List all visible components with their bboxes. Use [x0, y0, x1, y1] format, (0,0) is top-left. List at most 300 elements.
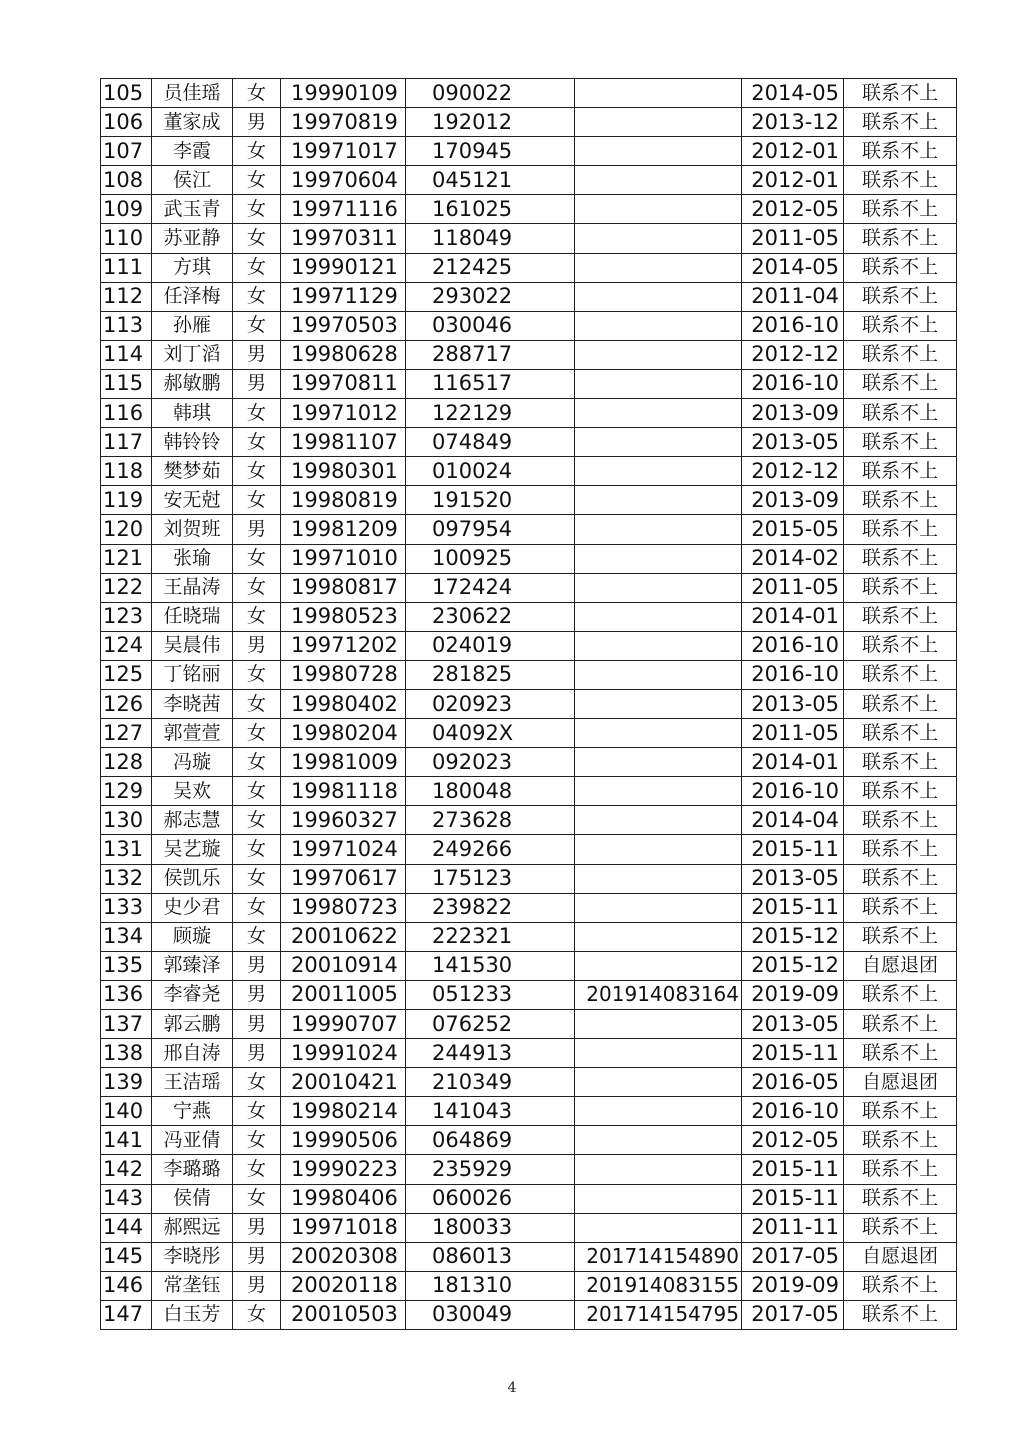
- id-suffix-cell: 064869: [406, 1126, 575, 1155]
- member-number-cell: [575, 689, 742, 718]
- member-number-cell: [575, 1126, 742, 1155]
- table-row: [101, 631, 957, 660]
- join-date-cell: 2014-01: [742, 602, 844, 631]
- member-sex-cell: 女: [233, 253, 281, 282]
- table-row: [101, 428, 957, 457]
- table-row: [101, 1271, 957, 1300]
- birth-date-cell: 20010503: [281, 1300, 406, 1329]
- row-number-cell: 111: [101, 253, 152, 282]
- birth-date-cell: 19990506: [281, 1126, 406, 1155]
- id-suffix-cell: 181310: [406, 1271, 575, 1300]
- id-suffix-cell: 172424: [406, 573, 575, 602]
- row-number-cell: 143: [101, 1184, 152, 1213]
- row-number-cell: 115: [101, 369, 152, 398]
- member-number-cell: [575, 602, 742, 631]
- member-number-cell: [575, 951, 742, 980]
- member-sex-cell: 女: [233, 79, 281, 108]
- join-date-cell: 2013-09: [742, 486, 844, 515]
- member-number-cell: [575, 806, 742, 835]
- member-sex-cell: 男: [233, 108, 281, 137]
- member-status-cell: 联系不上: [844, 457, 957, 486]
- member-status-cell: 联系不上: [844, 428, 957, 457]
- table-row: [101, 457, 957, 486]
- member-status-cell: 联系不上: [844, 602, 957, 631]
- member-status-cell: 联系不上: [844, 777, 957, 806]
- table-row: [101, 719, 957, 748]
- birth-date-cell: 19971010: [281, 544, 406, 573]
- id-suffix-cell: 192012: [406, 108, 575, 137]
- roster-table-body: [101, 79, 957, 1330]
- table-row: [101, 1068, 957, 1097]
- member-number-cell: [575, 166, 742, 195]
- join-date-cell: 2014-05: [742, 79, 844, 108]
- member-status-cell: 联系不上: [844, 282, 957, 311]
- member-status-cell: 联系不上: [844, 980, 957, 1009]
- birth-date-cell: 19980214: [281, 1097, 406, 1126]
- table-row: [101, 835, 957, 864]
- member-sex-cell: 男: [233, 1271, 281, 1300]
- row-number-cell: 119: [101, 486, 152, 515]
- member-name-cell: 吴艺璇: [152, 835, 233, 864]
- birth-date-cell: 20010914: [281, 951, 406, 980]
- row-number-cell: 130: [101, 806, 152, 835]
- birth-date-cell: 20020118: [281, 1271, 406, 1300]
- join-date-cell: 2016-10: [742, 369, 844, 398]
- member-name-cell: 员佳瑶: [152, 79, 233, 108]
- member-sex-cell: 男: [233, 340, 281, 369]
- member-status-cell: 联系不上: [844, 1155, 957, 1184]
- member-sex-cell: 女: [233, 1097, 281, 1126]
- member-status-cell: 联系不上: [844, 399, 957, 428]
- join-date-cell: 2015-12: [742, 922, 844, 951]
- join-date-cell: 2011-05: [742, 224, 844, 253]
- member-number-cell: [575, 311, 742, 340]
- birth-date-cell: 19980204: [281, 719, 406, 748]
- member-sex-cell: 女: [233, 777, 281, 806]
- id-suffix-cell: 010024: [406, 457, 575, 486]
- row-number-cell: 132: [101, 864, 152, 893]
- join-date-cell: 2012-12: [742, 340, 844, 369]
- id-suffix-cell: 141043: [406, 1097, 575, 1126]
- member-status-cell: 联系不上: [844, 544, 957, 573]
- member-number-cell: [575, 1068, 742, 1097]
- member-status-cell: 联系不上: [844, 137, 957, 166]
- join-date-cell: 2012-01: [742, 137, 844, 166]
- join-date-cell: 2014-05: [742, 253, 844, 282]
- member-name-cell: 郝熙远: [152, 1213, 233, 1242]
- member-name-cell: 郝敏鹏: [152, 369, 233, 398]
- member-status-cell: 联系不上: [844, 1213, 957, 1242]
- id-suffix-cell: 293022: [406, 282, 575, 311]
- row-number-cell: 106: [101, 108, 152, 137]
- row-number-cell: 140: [101, 1097, 152, 1126]
- member-name-cell: 邢自涛: [152, 1039, 233, 1068]
- birth-date-cell: 19971116: [281, 195, 406, 224]
- table-row: [101, 573, 957, 602]
- member-name-cell: 李霞: [152, 137, 233, 166]
- member-name-cell: 刘丁滔: [152, 340, 233, 369]
- member-sex-cell: 男: [233, 631, 281, 660]
- row-number-cell: 105: [101, 79, 152, 108]
- id-suffix-cell: 051233: [406, 980, 575, 1009]
- table-row: [101, 544, 957, 573]
- birth-date-cell: 19971017: [281, 137, 406, 166]
- row-number-cell: 142: [101, 1155, 152, 1184]
- member-sex-cell: 女: [233, 311, 281, 340]
- birth-date-cell: 19980402: [281, 689, 406, 718]
- join-date-cell: 2013-05: [742, 1010, 844, 1039]
- member-name-cell: 侯凯乐: [152, 864, 233, 893]
- join-date-cell: 2011-05: [742, 719, 844, 748]
- id-suffix-cell: 090022: [406, 79, 575, 108]
- join-date-cell: 2013-12: [742, 108, 844, 137]
- row-number-cell: 120: [101, 515, 152, 544]
- member-sex-cell: 女: [233, 660, 281, 689]
- join-date-cell: 2016-10: [742, 631, 844, 660]
- table-row: [101, 980, 957, 1009]
- member-name-cell: 苏亚静: [152, 224, 233, 253]
- member-status-cell: 联系不上: [844, 195, 957, 224]
- join-date-cell: 2011-04: [742, 282, 844, 311]
- birth-date-cell: 19971024: [281, 835, 406, 864]
- member-name-cell: 李睿尧: [152, 980, 233, 1009]
- join-date-cell: 2016-10: [742, 777, 844, 806]
- row-number-cell: 113: [101, 311, 152, 340]
- id-suffix-cell: 191520: [406, 486, 575, 515]
- table-row: [101, 340, 957, 369]
- member-status-cell: 联系不上: [844, 108, 957, 137]
- row-number-cell: 124: [101, 631, 152, 660]
- member-name-cell: 李晓彤: [152, 1242, 233, 1271]
- id-suffix-cell: 045121: [406, 166, 575, 195]
- member-sex-cell: 女: [233, 399, 281, 428]
- table-row: [101, 1126, 957, 1155]
- birth-date-cell: 19980819: [281, 486, 406, 515]
- member-sex-cell: 男: [233, 1010, 281, 1039]
- member-name-cell: 郭云鹏: [152, 1010, 233, 1039]
- birth-date-cell: 19970819: [281, 108, 406, 137]
- join-date-cell: 2017-05: [742, 1242, 844, 1271]
- member-number-cell: [575, 631, 742, 660]
- join-date-cell: 2016-10: [742, 1097, 844, 1126]
- row-number-cell: 137: [101, 1010, 152, 1039]
- row-number-cell: 141: [101, 1126, 152, 1155]
- member-status-cell: 联系不上: [844, 1097, 957, 1126]
- birth-date-cell: 19960327: [281, 806, 406, 835]
- member-status-cell: 联系不上: [844, 748, 957, 777]
- birth-date-cell: 19970811: [281, 369, 406, 398]
- join-date-cell: 2015-11: [742, 1184, 844, 1213]
- member-number-cell: [575, 719, 742, 748]
- row-number-cell: 126: [101, 689, 152, 718]
- id-suffix-cell: 024019: [406, 631, 575, 660]
- join-date-cell: 2012-12: [742, 457, 844, 486]
- member-number-cell: [575, 777, 742, 806]
- member-number-cell: [575, 457, 742, 486]
- row-number-cell: 109: [101, 195, 152, 224]
- join-date-cell: 2016-05: [742, 1068, 844, 1097]
- birth-date-cell: 19980723: [281, 893, 406, 922]
- id-suffix-cell: 074849: [406, 428, 575, 457]
- table-row: [101, 602, 957, 631]
- id-suffix-cell: 222321: [406, 922, 575, 951]
- member-name-cell: 张瑜: [152, 544, 233, 573]
- member-sex-cell: 女: [233, 457, 281, 486]
- row-number-cell: 146: [101, 1271, 152, 1300]
- member-number-cell: [575, 137, 742, 166]
- row-number-cell: 116: [101, 399, 152, 428]
- member-number-cell: [575, 835, 742, 864]
- member-number-cell: [575, 195, 742, 224]
- id-suffix-cell: 249266: [406, 835, 575, 864]
- table-row: [101, 399, 957, 428]
- table-row: [101, 515, 957, 544]
- member-name-cell: 孙雁: [152, 311, 233, 340]
- id-suffix-cell: 239822: [406, 893, 575, 922]
- id-suffix-cell: 175123: [406, 864, 575, 893]
- id-suffix-cell: 210349: [406, 1068, 575, 1097]
- member-number-cell: [575, 1155, 742, 1184]
- join-date-cell: 2017-05: [742, 1300, 844, 1329]
- birth-date-cell: 19980817: [281, 573, 406, 602]
- member-name-cell: 丁铭丽: [152, 660, 233, 689]
- table-row: [101, 951, 957, 980]
- join-date-cell: 2016-10: [742, 660, 844, 689]
- member-name-cell: 吴晨伟: [152, 631, 233, 660]
- member-number-cell: [575, 515, 742, 544]
- member-sex-cell: 女: [233, 602, 281, 631]
- member-status-cell: 联系不上: [844, 1126, 957, 1155]
- table-row: [101, 806, 957, 835]
- member-number-cell: [575, 1097, 742, 1126]
- member-status-cell: 联系不上: [844, 79, 957, 108]
- member-number-cell: 201714154890: [575, 1242, 742, 1271]
- member-sex-cell: 女: [233, 195, 281, 224]
- roster-table: [100, 78, 957, 1330]
- member-name-cell: 郭萱萱: [152, 719, 233, 748]
- id-suffix-cell: 04092X: [406, 719, 575, 748]
- member-name-cell: 方琪: [152, 253, 233, 282]
- table-row: [101, 79, 957, 108]
- join-date-cell: 2012-01: [742, 166, 844, 195]
- member-name-cell: 武玉青: [152, 195, 233, 224]
- member-number-cell: [575, 1039, 742, 1068]
- member-name-cell: 侯倩: [152, 1184, 233, 1213]
- id-suffix-cell: 180033: [406, 1213, 575, 1242]
- birth-date-cell: 19980728: [281, 660, 406, 689]
- member-status-cell: 联系不上: [844, 631, 957, 660]
- row-number-cell: 117: [101, 428, 152, 457]
- join-date-cell: 2014-04: [742, 806, 844, 835]
- row-number-cell: 123: [101, 602, 152, 631]
- join-date-cell: 2012-05: [742, 195, 844, 224]
- join-date-cell: 2015-11: [742, 893, 844, 922]
- table-row: [101, 1010, 957, 1039]
- member-sex-cell: 女: [233, 224, 281, 253]
- member-number-cell: [575, 486, 742, 515]
- member-name-cell: 韩琪: [152, 399, 233, 428]
- id-suffix-cell: 141530: [406, 951, 575, 980]
- row-number-cell: 133: [101, 893, 152, 922]
- member-number-cell: 201914083164: [575, 980, 742, 1009]
- member-number-cell: [575, 340, 742, 369]
- join-date-cell: 2013-05: [742, 428, 844, 457]
- id-suffix-cell: 235929: [406, 1155, 575, 1184]
- member-name-cell: 任泽梅: [152, 282, 233, 311]
- id-suffix-cell: 170945: [406, 137, 575, 166]
- member-status-cell: 联系不上: [844, 660, 957, 689]
- table-row: [101, 893, 957, 922]
- id-suffix-cell: 118049: [406, 224, 575, 253]
- member-name-cell: 冯亚倩: [152, 1126, 233, 1155]
- member-number-cell: [575, 893, 742, 922]
- birth-date-cell: 19970617: [281, 864, 406, 893]
- member-number-cell: [575, 253, 742, 282]
- row-number-cell: 129: [101, 777, 152, 806]
- member-sex-cell: 女: [233, 835, 281, 864]
- member-sex-cell: 女: [233, 864, 281, 893]
- member-status-cell: 自愿退团: [844, 1068, 957, 1097]
- member-number-cell: [575, 79, 742, 108]
- birth-date-cell: 19981009: [281, 748, 406, 777]
- table-row: [101, 166, 957, 195]
- id-suffix-cell: 244913: [406, 1039, 575, 1068]
- row-number-cell: 108: [101, 166, 152, 195]
- id-suffix-cell: 086013: [406, 1242, 575, 1271]
- row-number-cell: 125: [101, 660, 152, 689]
- join-date-cell: 2019-09: [742, 980, 844, 1009]
- member-name-cell: 冯璇: [152, 748, 233, 777]
- id-suffix-cell: 060026: [406, 1184, 575, 1213]
- table-row: [101, 748, 957, 777]
- member-number-cell: [575, 1010, 742, 1039]
- table-row: [101, 1213, 957, 1242]
- member-sex-cell: 女: [233, 282, 281, 311]
- member-status-cell: 联系不上: [844, 1010, 957, 1039]
- member-number-cell: [575, 399, 742, 428]
- join-date-cell: 2016-10: [742, 311, 844, 340]
- member-name-cell: 郝志慧: [152, 806, 233, 835]
- row-number-cell: 147: [101, 1300, 152, 1329]
- birth-date-cell: 19981118: [281, 777, 406, 806]
- join-date-cell: 2014-02: [742, 544, 844, 573]
- member-name-cell: 侯江: [152, 166, 233, 195]
- member-status-cell: 联系不上: [844, 1184, 957, 1213]
- member-status-cell: 自愿退团: [844, 1242, 957, 1271]
- id-suffix-cell: 030046: [406, 311, 575, 340]
- table-row: [101, 689, 957, 718]
- member-status-cell: 自愿退团: [844, 951, 957, 980]
- member-status-cell: 联系不上: [844, 340, 957, 369]
- row-number-cell: 131: [101, 835, 152, 864]
- join-date-cell: 2014-01: [742, 748, 844, 777]
- member-name-cell: 樊梦茹: [152, 457, 233, 486]
- row-number-cell: 122: [101, 573, 152, 602]
- row-number-cell: 144: [101, 1213, 152, 1242]
- member-name-cell: 郭臻泽: [152, 951, 233, 980]
- row-number-cell: 107: [101, 137, 152, 166]
- member-number-cell: [575, 864, 742, 893]
- id-suffix-cell: 161025: [406, 195, 575, 224]
- member-name-cell: 李璐璐: [152, 1155, 233, 1184]
- member-number-cell: [575, 369, 742, 398]
- join-date-cell: 2015-11: [742, 835, 844, 864]
- birth-date-cell: 19970604: [281, 166, 406, 195]
- row-number-cell: 139: [101, 1068, 152, 1097]
- id-suffix-cell: 097954: [406, 515, 575, 544]
- member-name-cell: 史少君: [152, 893, 233, 922]
- join-date-cell: 2013-05: [742, 864, 844, 893]
- member-status-cell: 联系不上: [844, 864, 957, 893]
- join-date-cell: 2011-11: [742, 1213, 844, 1242]
- member-number-cell: [575, 1213, 742, 1242]
- id-suffix-cell: 273628: [406, 806, 575, 835]
- birth-date-cell: 19990121: [281, 253, 406, 282]
- row-number-cell: 135: [101, 951, 152, 980]
- member-status-cell: 联系不上: [844, 1300, 957, 1329]
- birth-date-cell: 20011005: [281, 980, 406, 1009]
- member-status-cell: 联系不上: [844, 1039, 957, 1068]
- birth-date-cell: 19980301: [281, 457, 406, 486]
- id-suffix-cell: 076252: [406, 1010, 575, 1039]
- table-row: [101, 1039, 957, 1068]
- member-status-cell: 联系不上: [844, 1271, 957, 1300]
- row-number-cell: 112: [101, 282, 152, 311]
- birth-date-cell: 20020308: [281, 1242, 406, 1271]
- row-number-cell: 134: [101, 922, 152, 951]
- row-number-cell: 136: [101, 980, 152, 1009]
- birth-date-cell: 19971129: [281, 282, 406, 311]
- table-row: [101, 369, 957, 398]
- member-sex-cell: 男: [233, 369, 281, 398]
- member-number-cell: [575, 748, 742, 777]
- member-status-cell: 联系不上: [844, 369, 957, 398]
- member-sex-cell: 男: [233, 980, 281, 1009]
- row-number-cell: 114: [101, 340, 152, 369]
- member-name-cell: 刘贺班: [152, 515, 233, 544]
- birth-date-cell: 19980628: [281, 340, 406, 369]
- birth-date-cell: 19980523: [281, 602, 406, 631]
- row-number-cell: 110: [101, 224, 152, 253]
- member-name-cell: 王洁瑶: [152, 1068, 233, 1097]
- member-name-cell: 安无尅: [152, 486, 233, 515]
- table-row: [101, 1184, 957, 1213]
- table-row: [101, 1300, 957, 1329]
- birth-date-cell: 19971202: [281, 631, 406, 660]
- member-sex-cell: 女: [233, 689, 281, 718]
- join-date-cell: 2012-05: [742, 1126, 844, 1155]
- table-row: [101, 660, 957, 689]
- member-sex-cell: 女: [233, 1126, 281, 1155]
- birth-date-cell: 19970311: [281, 224, 406, 253]
- join-date-cell: 2011-05: [742, 573, 844, 602]
- id-suffix-cell: 100925: [406, 544, 575, 573]
- id-suffix-cell: 020923: [406, 689, 575, 718]
- join-date-cell: 2013-09: [742, 399, 844, 428]
- id-suffix-cell: 092023: [406, 748, 575, 777]
- member-status-cell: 联系不上: [844, 689, 957, 718]
- member-status-cell: 联系不上: [844, 573, 957, 602]
- id-suffix-cell: 030049: [406, 1300, 575, 1329]
- birth-date-cell: 19971018: [281, 1213, 406, 1242]
- member-sex-cell: 男: [233, 1039, 281, 1068]
- birth-date-cell: 19990223: [281, 1155, 406, 1184]
- member-number-cell: [575, 1184, 742, 1213]
- birth-date-cell: 19991024: [281, 1039, 406, 1068]
- member-status-cell: 联系不上: [844, 893, 957, 922]
- join-date-cell: 2013-05: [742, 689, 844, 718]
- birth-date-cell: 19981209: [281, 515, 406, 544]
